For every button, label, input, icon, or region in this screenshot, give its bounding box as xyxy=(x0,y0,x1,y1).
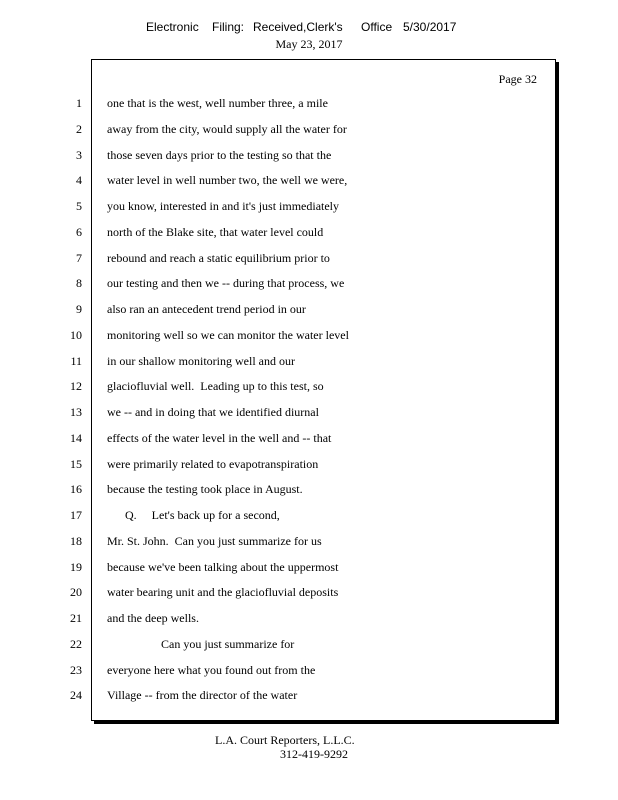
transcript-line: because we've been talking about the uppermost xyxy=(107,560,339,574)
line-number: 7 xyxy=(76,251,82,265)
line-number: 4 xyxy=(76,173,82,187)
transcript-line: Mr. St. John. Can you just summarize for us xyxy=(107,534,322,548)
transcript-line: you know, interested in and it's just immediately xyxy=(107,199,340,213)
line-number: 14 xyxy=(70,431,82,445)
line-number: 9 xyxy=(76,302,82,316)
transcript-line: effects of the water level in the well and -- that xyxy=(107,431,332,445)
line-number: 15 xyxy=(70,457,82,471)
page-number: Page 32 xyxy=(498,72,537,86)
line-number: 20 xyxy=(70,585,82,599)
line-number: 16 xyxy=(70,482,82,496)
footer-phone: 312-419-9292 xyxy=(280,747,348,761)
transcript-line: water level in well number two, the well we were, xyxy=(107,173,348,187)
transcript-line: Can you just summarize for xyxy=(107,637,295,651)
line-number: 10 xyxy=(70,328,82,342)
line-number: 18 xyxy=(70,534,82,548)
line-number: 8 xyxy=(76,276,82,290)
line-number: 1 xyxy=(76,96,82,110)
line-number: 12 xyxy=(70,379,82,393)
transcript-line: north of the Blake site, that water level could xyxy=(107,225,324,239)
transcript-line: and the deep wells. xyxy=(107,611,199,625)
transcript-line: our testing and then we -- during that process, we xyxy=(107,276,345,290)
transcript-line: away from the city, would supply all the water for xyxy=(107,122,347,136)
transcript-date: May 23, 2017 xyxy=(275,37,343,51)
line-number: 23 xyxy=(70,663,82,677)
transcript-line: glaciofluvial well. Leading up to this test, so xyxy=(107,379,324,393)
filing-received: Received,Clerk's xyxy=(253,20,343,34)
line-number: 11 xyxy=(70,354,82,368)
transcript-line: water bearing unit and the glaciofluvial deposits xyxy=(107,585,339,599)
line-number: 5 xyxy=(76,199,82,213)
line-number: 17 xyxy=(70,508,82,522)
transcript-line: in our shallow monitoring well and our xyxy=(107,354,295,368)
footer-reporter: L.A. Court Reporters, L.L.C. xyxy=(215,733,355,747)
line-number: 6 xyxy=(76,225,82,239)
line-number: 22 xyxy=(70,637,82,651)
transcript-line: were primarily related to evapotranspiration xyxy=(107,457,319,471)
line-number: 2 xyxy=(76,122,82,136)
transcript-line: everyone here what you found out from the xyxy=(107,663,316,677)
transcript-line: Village -- from the director of the water xyxy=(107,688,298,702)
transcript-line: rebound and reach a static equilibrium prior to xyxy=(107,251,330,265)
transcript-line: monitoring well so we can monitor the water level xyxy=(107,328,349,342)
line-number: 19 xyxy=(70,560,82,574)
transcript-line: also ran an antecedent trend period in our xyxy=(107,302,306,316)
filing-date: 5/30/2017 xyxy=(403,20,457,34)
transcript-line: we -- and in doing that we identified diurnal xyxy=(107,405,319,419)
filing-electronic: Electronic xyxy=(146,20,199,34)
line-number: 21 xyxy=(70,611,82,625)
filing-office: Office xyxy=(361,20,393,34)
line-number: 3 xyxy=(76,148,82,162)
line-number: 13 xyxy=(70,405,82,419)
filing-filing: Filing: xyxy=(212,20,245,34)
line-number: 24 xyxy=(70,688,82,702)
transcript-line: one that is the west, well number three, a mile xyxy=(107,96,328,110)
transcript-line: Q. Let's back up for a second, xyxy=(107,508,280,522)
transcript-line: because the testing took place in August. xyxy=(107,482,303,496)
transcript-line: those seven days prior to the testing so that the xyxy=(107,148,332,162)
